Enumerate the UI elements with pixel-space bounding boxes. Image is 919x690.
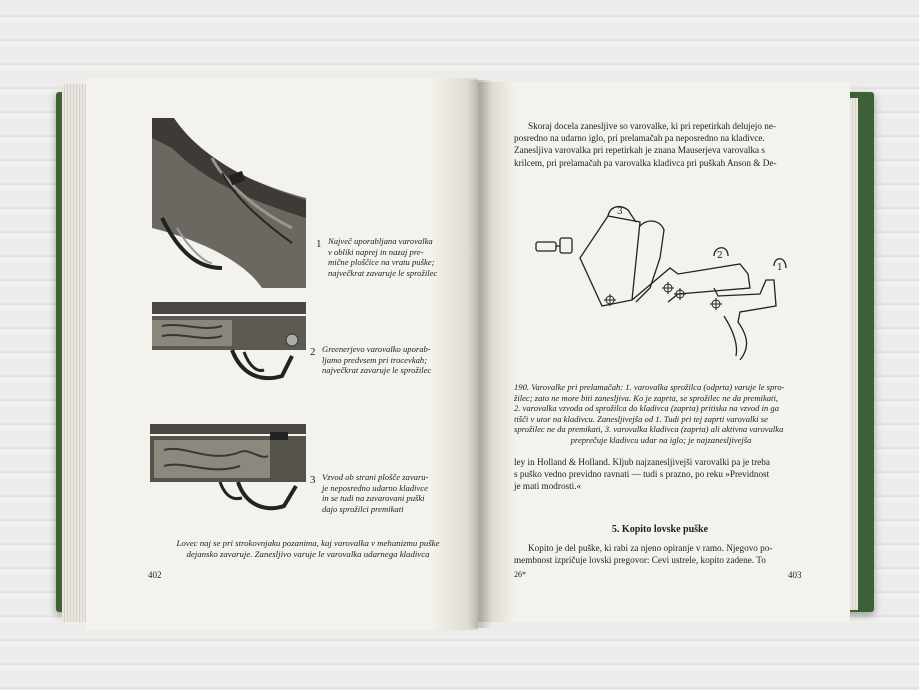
- figure-3-photo: [150, 420, 306, 524]
- figure-3-number: 3: [310, 474, 316, 486]
- diagram-label-2: 2: [717, 251, 723, 261]
- figure-2-caption: Greenerjevo varovalko uporab- ljamo predvsem pri trocevkah; največkrat zavaruje le sprožilec: [322, 344, 432, 376]
- figure-3-caption: Vzvod ob strani ploščе zavaru- je neposredno udarno kladivce in se tudi na zavarovani puški dajo sprožilci premikati: [322, 472, 429, 514]
- figure-2-number: 2: [310, 346, 316, 358]
- section-heading: 5. Kopito lovske puške: [611, 524, 709, 535]
- spine-shadow: [468, 80, 492, 628]
- signature-mark: 26*: [514, 570, 526, 579]
- figure-1-caption: Največ uporabljana varovalka v obliki naprej in nazaj pre- mične ploščice na vratu puške; največkrat zavaruje le sprožilec: [328, 236, 438, 278]
- right-continuation-paragraph: ley in Holland & Holland. Kljub najzanesljivejši varovalki pa je treba s puško vedno previdno ravnati — tudi s prazno, po reku »Previdnost je mati modrosti.«: [514, 457, 770, 492]
- figure-2-photo: [152, 296, 306, 396]
- figure-1-photo: [152, 118, 306, 288]
- diagram-label-1: 1: [777, 263, 783, 273]
- right-page-number: 403: [788, 570, 802, 580]
- figure-190-caption: 190. Varovalke pri prelamačah: 1. varovalka sprožilca (odprta) varuje le spro- žilec; zato ne more biti zanesljiva. Ko je zaprta, se sprožilec ne da premikati, 2. varovalka vzvoda od sprožilca do kladivca (zaprta) pritiska na vzvod in ga tišči v utor na kladivcu. Zanesljivejša od 1. Tudi pri tej zaprti varovalki se sprožilec ne da premikati, 3. varovalka kladivca (zaprta) ali aktivna varovalka preprečuje kladivcu udar na iglo; je najzanesljivejša: [514, 382, 785, 445]
- right-intro-paragraph: Skoraj docela zanesljive so varovalke, ki pri repetirkah delujejo ne- posredno na udarno iglo, pri prelamačah pa neposredno na kladivce. Zanesljiva varovalka pri repetirkah je znana Mauserjeva varovalka s krilcem, pri prelamačah pa varovalka kladivca pri puškah Anson & De-: [514, 121, 777, 168]
- right-section-paragraph: Kopito je del puške, ki rabi za njeno opiranje v ramo. Njegovo po- membnost izpričuje lovski pregovor: Cevi ustrele, kopito zadene. To: [514, 543, 773, 566]
- figure-1-number: 1: [316, 238, 322, 250]
- diagram-label-3: 3: [617, 207, 623, 217]
- left-footnote: Lovec naj se pri strokovnjaku pozanima, kaj varovalka v mehanizmu puške dejansko zavaruje. Zanesljivo varuje le varovalka udarnega kladivca: [176, 538, 440, 559]
- left-page-number: 402: [148, 570, 162, 580]
- safety-mechanism-diagram: [528, 196, 798, 366]
